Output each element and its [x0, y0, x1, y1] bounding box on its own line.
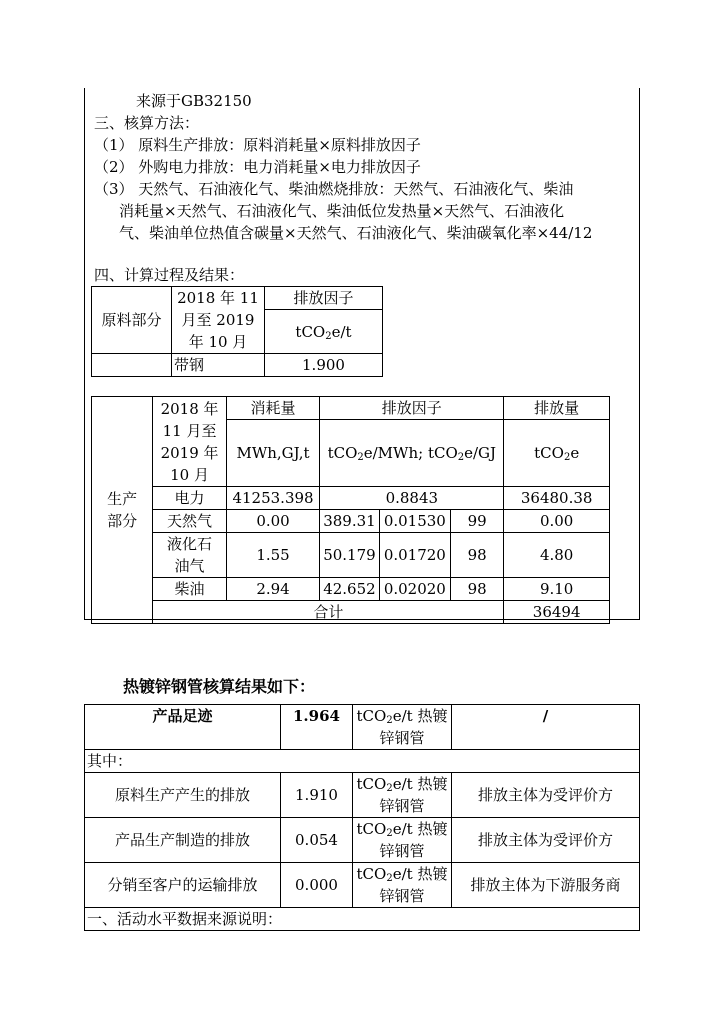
table-row: [85, 863, 640, 908]
row-value: 1.910: [281, 773, 353, 818]
row-note: 排放主体为受评价方: [452, 818, 640, 863]
row-emission: 9.10: [504, 578, 610, 601]
row-factor-2: 0.02020: [379, 578, 450, 601]
factor-header: 排放因子: [320, 397, 504, 420]
total-row: [92, 601, 610, 624]
row-consumption: 2.94: [226, 578, 320, 601]
row-factor-2: 0.01720: [379, 533, 450, 578]
consumption-header: 消耗量: [226, 397, 320, 420]
row-name: 天然气: [153, 510, 226, 533]
method-item-3-line3: 气、柴油单位热值含碳量×天然气、石油液化气、柴油碳氧化率×44/12: [119, 224, 593, 242]
production-period: 2018 年 11 月至 2019 年 10 月: [153, 397, 226, 487]
total-label: 合计: [153, 601, 504, 624]
method-item-1: （1） 原料生产排放：原料消耗量×原料排放因子: [94, 136, 421, 154]
total-value: 36494: [504, 601, 610, 624]
row-factor: 0.8843: [320, 487, 504, 510]
row-factor-3: 99: [451, 510, 504, 533]
row-consumption: 0.00: [226, 510, 320, 533]
row-value: 0.000: [281, 863, 353, 908]
production-table: [91, 396, 610, 624]
result-table: [84, 704, 640, 931]
footprint-label: 产品足迹: [85, 705, 281, 750]
row-label: 分销至客户的运输排放: [85, 863, 281, 908]
among-label: 其中：: [85, 750, 640, 773]
row-factor-3: 98: [451, 578, 504, 601]
emission-header: 排放量: [504, 397, 610, 420]
row-name: 电力: [153, 487, 226, 510]
factor-unit: tCO$_2$e/MWh; tCO$_2$e/GJ: [320, 420, 504, 487]
table-row: [92, 510, 610, 533]
row-note: 排放主体为受评价方: [452, 773, 640, 818]
row-name: 柴油: [153, 578, 226, 601]
production-section-label: 生产 部分: [92, 397, 153, 624]
table-row: [92, 487, 610, 510]
method-item-3-line1: （3） 天然气、石油液化气、柴油燃烧排放：天然气、石油液化气、柴油: [94, 180, 574, 198]
emission-unit: tCO$_2$e: [504, 420, 610, 487]
method-item-2: （2） 外购电力排放：电力消耗量×电力排放因子: [94, 158, 421, 176]
row-factor-1: 42.652: [320, 578, 379, 601]
row-consumption: 41253.398: [226, 487, 320, 510]
raw-factor-header: 排放因子: [265, 287, 383, 310]
row-factor-3: 98: [451, 533, 504, 578]
raw-empty-cell: [92, 354, 172, 377]
consumption-unit: MWh,GJ,t: [226, 420, 320, 487]
footprint-note: /: [452, 705, 640, 750]
raw-unit: tCO$_2$e/t: [265, 310, 383, 354]
row-label: 原料生产产生的排放: [85, 773, 281, 818]
row-unit: tCO$_2$e/t 热镀 锌钢管: [353, 863, 452, 908]
table-row: [92, 533, 610, 578]
method-item-3-line2: 消耗量×天然气、石油液化气、柴油低位发热量×天然气、石油液化: [119, 202, 565, 220]
row-emission: 0.00: [504, 510, 610, 533]
raw-material-table: [91, 286, 383, 377]
row-factor-2: 0.01530: [379, 510, 450, 533]
row-note: 排放主体为下游服务商: [452, 863, 640, 908]
row-unit: tCO$_2$e/t 热镀 锌钢管: [353, 773, 452, 818]
raw-section-label: 原料部分: [92, 287, 172, 354]
row-emission: 36480.38: [504, 487, 610, 510]
raw-factor-value: 1.900: [265, 354, 383, 377]
section4-title: 四、计算过程及结果：: [94, 266, 245, 284]
raw-material-name: 带钢: [172, 354, 265, 377]
table-row: [85, 773, 640, 818]
footprint-value: 1.964: [281, 705, 353, 750]
row-name: 液化石 油气: [153, 533, 226, 578]
table-row: [85, 818, 640, 863]
row-factor-1: 50.179: [320, 533, 379, 578]
row-label: 产品生产制造的排放: [85, 818, 281, 863]
row-factor-1: 389.31: [320, 510, 379, 533]
row-consumption: 1.55: [226, 533, 320, 578]
section3-title: 三、核算方法：: [94, 114, 200, 132]
footprint-unit: tCO$_2$e/t 热镀 锌钢管: [353, 705, 452, 750]
raw-period: 2018 年 11 月至 2019 年 10 月: [172, 287, 265, 354]
row-emission: 4.80: [504, 533, 610, 578]
row-unit: tCO$_2$e/t 热镀 锌钢管: [353, 818, 452, 863]
source-line: 来源于GB32150: [136, 92, 252, 110]
activity-data-footer: 一、活动水平数据来源说明：: [85, 908, 640, 931]
result-heading: 热镀锌钢管核算结果如下：: [123, 677, 316, 696]
row-value: 0.054: [281, 818, 353, 863]
table-row: [92, 578, 610, 601]
